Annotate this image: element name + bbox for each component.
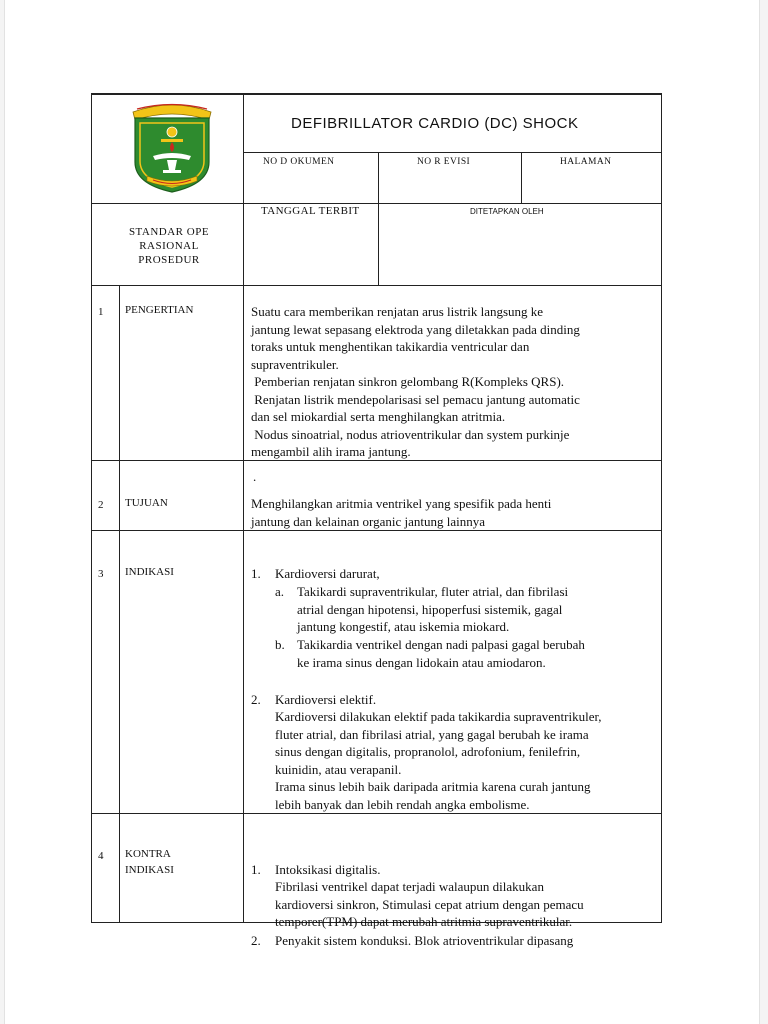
body-line: atrial dengan hipotensi, hipoperfusi sistemik, gagal: [297, 601, 563, 617]
body-line: Nodus sinoatrial, nodus atrioventrikular dan system purkinje: [251, 426, 570, 442]
body-line: jantung lewat sepasang elektroda yang diletakkan pada dinding: [251, 321, 580, 337]
spo-label-line1: STANDAR OPE: [128, 226, 210, 238]
body-line: jantung dan kelainan organic jantung lainnya: [251, 513, 486, 529]
document-page: [4, 0, 760, 1024]
halaman-label: HALAMAN: [560, 157, 612, 167]
sub-item-body: [297, 636, 585, 671]
body-line: Renjatan listrik mendepolarisasi sel pemacu jantung automatic: [251, 391, 580, 407]
body-line: temporer(TPM) dapat merubah atritmia supraventrikular.: [275, 914, 573, 929]
body-line: sinus dengan digitalis, propranolol, adrofonium, fenilefrin,: [275, 744, 581, 759]
meta-divider-2: [521, 152, 522, 204]
body-line: Suatu cara memberikan renjatan arus listrik langsung ke: [251, 304, 544, 319]
ditetapkan-label: DITETAPKAN OLEH: [470, 207, 544, 216]
body-line: lebih banyak dan lebih rendah angka embolisme.: [275, 796, 530, 812]
section-label-pengertian: PENGERTIAN: [125, 304, 194, 316]
header-bottom: [91, 285, 662, 286]
spo-label-line2: RASIONAL: [139, 240, 199, 252]
tujuan-dot: .: [253, 469, 257, 484]
table-border-top: [91, 93, 662, 95]
institution-emblem-logo: [127, 100, 217, 196]
body-line: Menghilangkan aritmia ventrikel yang spesifik pada henti: [251, 496, 552, 511]
list-item-title: Penyakit sistem konduksi. Blok atrioventrikular dipasang: [275, 933, 574, 948]
table-border-right: [661, 93, 662, 923]
list-item-title: Intoksikasi digitalis.: [275, 862, 381, 877]
section-label-indikasi-2: INDIKASI: [125, 864, 174, 876]
list-marker: 2.: [251, 933, 261, 948]
list-item-title: Kardioversi darurat,: [275, 566, 380, 581]
header-divider-meta: [91, 203, 662, 204]
body-line: toraks untuk menghentikan takikardia ventricular dan: [251, 339, 530, 354]
number-column-divider: [119, 285, 120, 923]
section-body-tujuan: [251, 495, 551, 530]
list-item-title: Kardioversi elektif.: [275, 692, 377, 707]
section-label-indikasi: INDIKASI: [125, 566, 174, 578]
sub-marker: b.: [275, 637, 285, 652]
section-number: 4: [98, 850, 104, 862]
list-marker: 2.: [251, 692, 261, 707]
section-number: 1: [98, 306, 104, 318]
body-line: supraventrikuler.: [251, 356, 339, 372]
section-label-tujuan: TUJUAN: [125, 497, 168, 509]
meta-divider-1: [378, 152, 379, 285]
section-number: 2: [98, 499, 104, 511]
list-marker: 1.: [251, 566, 261, 581]
logo-column-divider: [243, 93, 244, 923]
body-line: kardioversi sinkron, Stimulasi cepat atrium dengan pemacu: [275, 896, 584, 912]
header-divider-title: [243, 152, 662, 153]
row2-bottom: [91, 530, 662, 531]
body-line: Kardioversi dilakukan elektif pada takikardia supraventrikuler,: [275, 709, 602, 724]
spo-label-line3: PROSEDUR: [138, 254, 200, 266]
row3-bottom: [91, 813, 662, 814]
section-body-pengertian: [251, 303, 580, 461]
body-line: Fibrilasi ventrikel dapat terjadi walaupun dilakukan: [275, 879, 544, 894]
body-line: Irama sinus lebih baik daripada aritmia karena curah jantung: [275, 779, 591, 794]
body-line: mengambil alih irama jantung.: [251, 444, 411, 459]
no-dokumen-label: NO D OKUMEN: [263, 157, 335, 167]
list-item-body: [275, 708, 602, 813]
body-line: Takikardi supraventrikular, fluter atrial, dan fibrilasi: [297, 584, 569, 599]
no-revisi-label: NO R EVISI: [417, 157, 471, 167]
tanggal-terbit-label: TANGGAL TERBIT: [261, 205, 360, 217]
list-item-body: [275, 878, 584, 931]
sub-marker: a.: [275, 584, 285, 599]
body-line: jantung kongestif, atau iskemia miokard.: [297, 619, 510, 634]
table-border-left: [91, 93, 92, 923]
body-line: Takikardia ventrikel dengan nadi palpasi gagal berubah: [297, 637, 585, 652]
body-line: Pemberian renjatan sinkron gelombang R(Kompleks QRS).: [251, 374, 565, 389]
section-number: 3: [98, 568, 104, 580]
document-title: DEFIBRILLATOR CARDIO (DC) SHOCK: [291, 115, 579, 132]
body-line: dan sel miokardial serta menghilangkan atritmia.: [251, 409, 506, 424]
list-marker: 1.: [251, 862, 261, 877]
sub-item-body: [297, 583, 568, 636]
body-line: kuinidin, atau verapanil.: [275, 761, 402, 777]
body-line: fluter atrial, dan fibrilasi atrial, yang gagal berubah ke irama: [275, 726, 589, 742]
body-line: ke irama sinus dengan lidokain atau amiodaron.: [297, 654, 546, 670]
section-label-kontra: KONTRA: [125, 848, 171, 860]
